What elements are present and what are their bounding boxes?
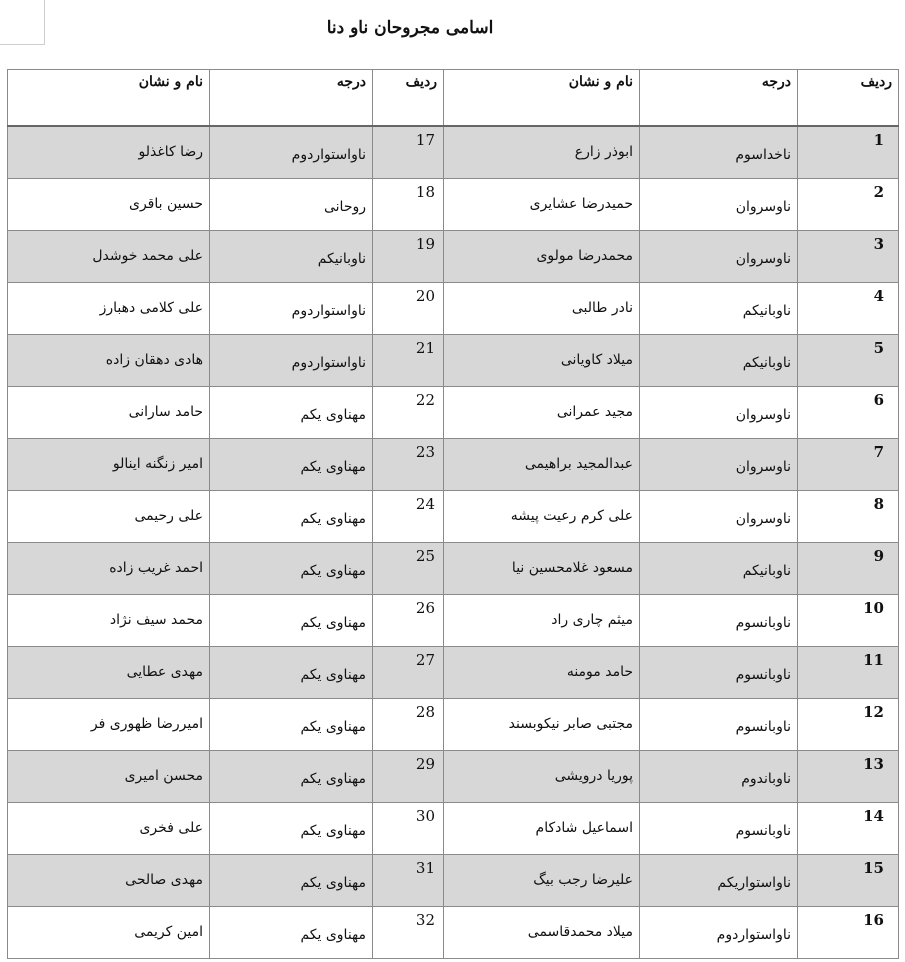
row-index: 5 (798, 334, 899, 386)
header-index-1: ردیف (798, 70, 899, 127)
row-rank: ناوسروان (640, 178, 798, 230)
row-rank: ناوسروان (640, 230, 798, 282)
row-index: 18 (373, 178, 444, 230)
row-name: مجید عمرانی (444, 386, 640, 438)
row-rank: مهناوی یکم (210, 698, 373, 750)
row-name: میثم چاری راد (444, 594, 640, 646)
row-rank: ناوبانیکم (640, 334, 798, 386)
row-index: 8 (798, 490, 899, 542)
row-rank: ناواستواردوم (210, 282, 373, 334)
row-index: 4 (798, 282, 899, 334)
row-index: 1 (798, 126, 899, 178)
row-name: رضا کاغذلو (8, 126, 210, 178)
row-name: محمد سیف نژاد (8, 594, 210, 646)
row-name: حامد سارانی (8, 386, 210, 438)
row-index: 26 (373, 594, 444, 646)
row-index: 22 (373, 386, 444, 438)
row-rank: مهناوی یکم (210, 854, 373, 906)
table-row (8, 178, 899, 230)
row-name: علی کلامی دهبارز (8, 282, 210, 334)
header-name-1: نام و نشان (444, 70, 640, 127)
row-name: حامد مومنه (444, 646, 640, 698)
row-rank: ناخداسوم (640, 126, 798, 178)
row-name: محمدرضا مولوی (444, 230, 640, 282)
row-index: 14 (798, 802, 899, 854)
row-index: 15 (798, 854, 899, 906)
header-index-2: ردیف (373, 70, 444, 127)
table-row (8, 126, 899, 178)
header-rank-2: درجه (210, 70, 373, 127)
row-name: محسن امیری (8, 750, 210, 802)
row-name: میلاد محمدقاسمی (444, 906, 640, 958)
row-index: 20 (373, 282, 444, 334)
row-rank: ناوبانسوم (640, 698, 798, 750)
row-name: پوریا درویشی (444, 750, 640, 802)
row-name: علی محمد خوشدل (8, 230, 210, 282)
row-rank: ناوباندوم (640, 750, 798, 802)
row-index: 31 (373, 854, 444, 906)
row-name: مسعود غلامحسین نیا (444, 542, 640, 594)
row-index: 30 (373, 802, 444, 854)
row-rank: ناواستواردوم (210, 126, 373, 178)
row-name: مهدی صالحی (8, 854, 210, 906)
row-index: 24 (373, 490, 444, 542)
row-name: حسین باقری (8, 178, 210, 230)
table-row (8, 334, 899, 386)
table-row (8, 906, 899, 958)
row-index: 19 (373, 230, 444, 282)
row-name: احمد غریب زاده (8, 542, 210, 594)
row-rank: ناوسروان (640, 490, 798, 542)
row-rank: ناوبانسوم (640, 646, 798, 698)
table-row (8, 230, 899, 282)
table-row (8, 854, 899, 906)
row-index: 2 (798, 178, 899, 230)
row-name: علی فخری (8, 802, 210, 854)
table-row (8, 438, 899, 490)
row-rank: ناوبانیکم (640, 282, 798, 334)
row-index: 10 (798, 594, 899, 646)
row-rank: ناواستواریکم (640, 854, 798, 906)
table-row (8, 750, 899, 802)
table-header-row (8, 70, 899, 127)
row-index: 6 (798, 386, 899, 438)
row-rank: ناوسروان (640, 386, 798, 438)
row-index: 25 (373, 542, 444, 594)
row-name: اسماعیل شادکام (444, 802, 640, 854)
row-index: 7 (798, 438, 899, 490)
row-rank: ناوبانسوم (640, 594, 798, 646)
row-rank: مهناوی یکم (210, 490, 373, 542)
row-rank: مهناوی یکم (210, 906, 373, 958)
row-rank: مهناوی یکم (210, 438, 373, 490)
row-index: 23 (373, 438, 444, 490)
row-index: 32 (373, 906, 444, 958)
row-index: 12 (798, 698, 899, 750)
table-row (8, 490, 899, 542)
row-name: امیررضا ظهوری فر (8, 698, 210, 750)
row-name: علیرضا رجب بیگ (444, 854, 640, 906)
row-index: 28 (373, 698, 444, 750)
row-index: 16 (798, 906, 899, 958)
row-rank: ناوبانیکم (640, 542, 798, 594)
table-body (8, 126, 899, 958)
row-index: 3 (798, 230, 899, 282)
row-name: ابوذر زارع (444, 126, 640, 178)
row-rank: ناوبانیکم (210, 230, 373, 282)
row-name: علی رحیمی (8, 490, 210, 542)
header-rank-1: درجه (640, 70, 798, 127)
table-row (8, 542, 899, 594)
row-rank: ناواستواردوم (640, 906, 798, 958)
table-row (8, 802, 899, 854)
table-row (8, 282, 899, 334)
row-index: 9 (798, 542, 899, 594)
row-rank: روحانی (210, 178, 373, 230)
row-index: 27 (373, 646, 444, 698)
row-name: حمیدرضا عشایری (444, 178, 640, 230)
table-row (8, 698, 899, 750)
row-index: 29 (373, 750, 444, 802)
casualty-table (7, 69, 899, 959)
document-title: اسامی مجروحان ناو دنا (326, 18, 494, 38)
header-name-2: نام و نشان (8, 70, 210, 127)
row-rank: مهناوی یکم (210, 750, 373, 802)
table-row (8, 646, 899, 698)
row-index: 17 (373, 126, 444, 178)
row-name: میلاد کاویانی (444, 334, 640, 386)
row-index: 13 (798, 750, 899, 802)
row-rank: مهناوی یکم (210, 802, 373, 854)
row-name: امین کریمی (8, 906, 210, 958)
row-rank: مهناوی یکم (210, 386, 373, 438)
row-rank: مهناوی یکم (210, 594, 373, 646)
row-name: علی کرم رعیت پیشه (444, 490, 640, 542)
row-name: عبدالمجید براهیمی (444, 438, 640, 490)
row-name: مهدی عطایی (8, 646, 210, 698)
row-name: نادر طالبی (444, 282, 640, 334)
table-row (8, 386, 899, 438)
row-name: مجتبی صابر نیکوبسند (444, 698, 640, 750)
row-index: 21 (373, 334, 444, 386)
row-rank: ناواستواردوم (210, 334, 373, 386)
row-rank: ناوبانسوم (640, 802, 798, 854)
row-rank: مهناوی یکم (210, 646, 373, 698)
row-rank: ناوسروان (640, 438, 798, 490)
row-name: هادی دهقان زاده (8, 334, 210, 386)
row-name: امیر زنگنه اینالو (8, 438, 210, 490)
row-rank: مهناوی یکم (210, 542, 373, 594)
table-row (8, 594, 899, 646)
row-index: 11 (798, 646, 899, 698)
